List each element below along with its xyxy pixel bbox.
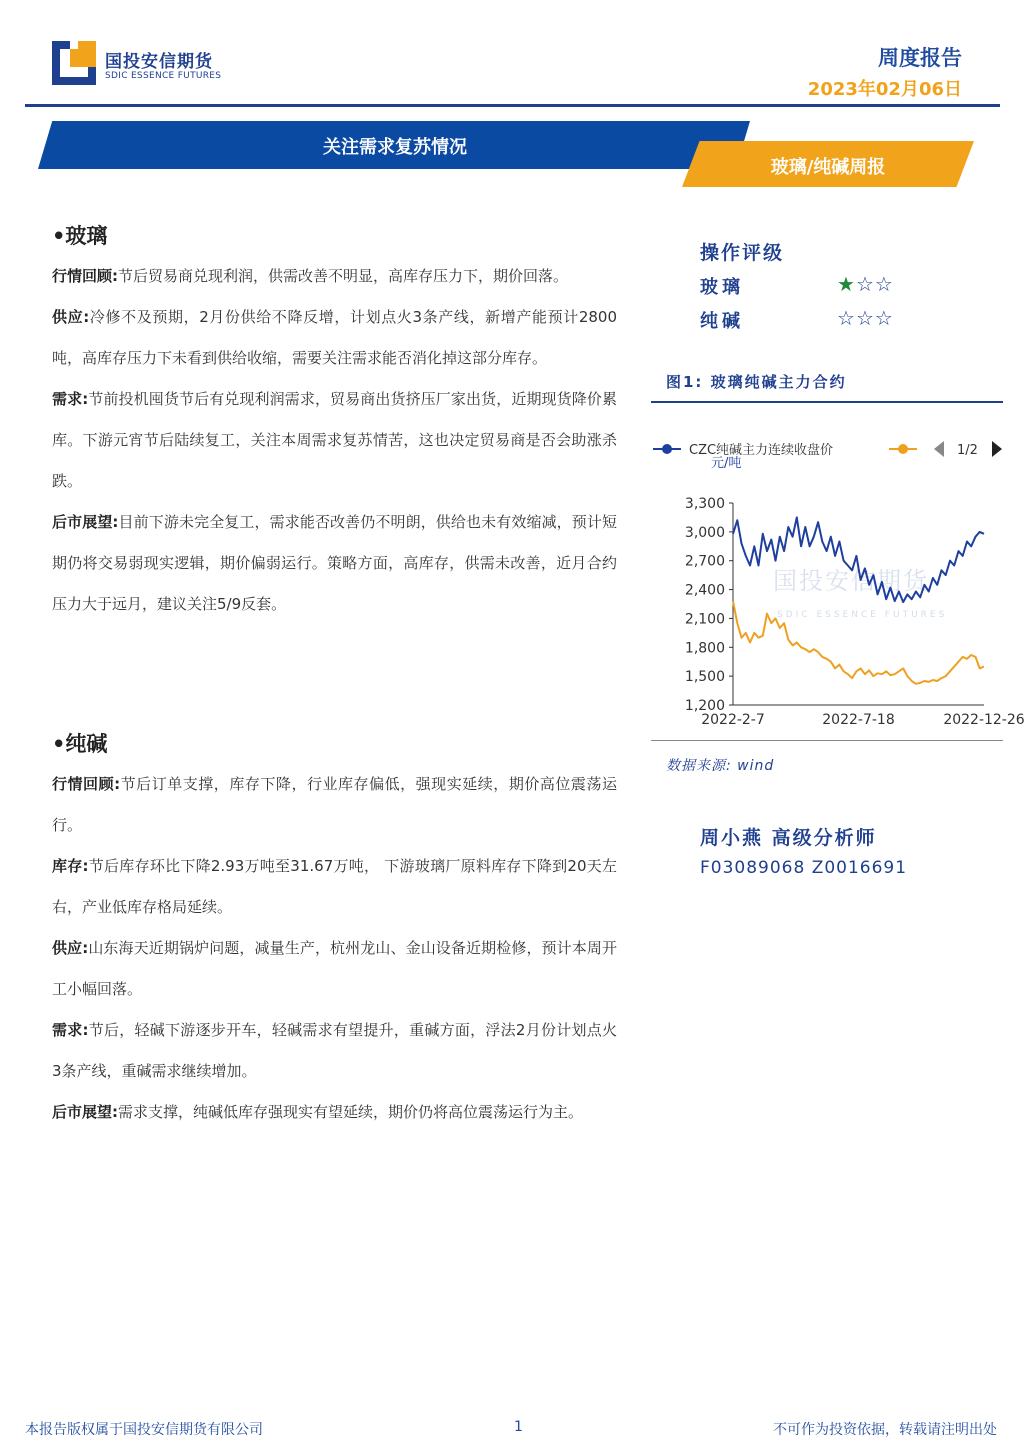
logo-mark-icon <box>52 41 96 85</box>
paragraph <box>52 256 617 297</box>
report-date: 2023年02月06日 <box>807 79 962 100</box>
section-body-glass <box>52 256 617 625</box>
x-axis <box>701 705 1025 728</box>
star-empty-icon: ☆ <box>874 272 894 296</box>
chart-watermark-en: SDIC ESSENCE FUTURES <box>777 610 948 620</box>
x-tick-label: 2022-2-7 <box>701 712 765 728</box>
legend-label-series-1: CZC纯碱主力连续收盘价 <box>689 443 834 458</box>
logo-cn: 国投安信期货 <box>105 52 213 72</box>
header-divider <box>25 104 1000 107</box>
footer-disclaimer: 不可作为投资依据，转载请注明出处 <box>773 1422 997 1438</box>
paragraph <box>52 1092 617 1133</box>
section-title-glass: •玻璃 <box>52 224 108 248</box>
star-empty-icon: ☆ <box>855 272 875 296</box>
page-number: 1 <box>514 1419 523 1435</box>
figure-title: 图1: 玻璃纯碱主力合约 <box>666 373 847 391</box>
star-empty-icon: ☆ <box>874 306 894 330</box>
footer-copyright: 本报告版权属于国投安信期货有限公司 <box>25 1422 263 1438</box>
paragraph-text: 山东海天近期锅炉问题，减量生产，杭州龙山、金山设备近期检修，预计本周开工小幅回落。 <box>52 939 617 998</box>
banner-subtitle: 玻璃/纯碱周报 <box>770 157 886 178</box>
y-tick-label: 1,800 <box>684 640 725 657</box>
y-tick-label: 2,400 <box>684 582 725 599</box>
x-tick-label: 2022-12-26 <box>943 712 1025 728</box>
chart-series <box>733 517 984 683</box>
paragraph-text: 目前下游未完全复工，需求能否改善仍不明朗，供给也未有效缩减，预计短期仍将交易弱现实逻辑，期价偏弱运行。策略方面，高库存，供需未改善，近月合约压力大于远月，建议关注5/9反套。 <box>52 513 617 613</box>
analyst-ids: F03089068 Z0016691 <box>700 858 908 878</box>
paragraph-text: 节前投机囤货节后有兑现利润需求，贸易商出货挤压厂家出货，近期现货降价累库。下游元宵节后陆续复工，关注本周需求复苏情苦，这也决定贸易商是否会助涨杀跌。 <box>52 390 617 490</box>
paragraph <box>52 928 617 1010</box>
paragraph-text: 冷修不及预期，2月份供给不降反增，计划点火3条产线，新增产能预计2800吨，高库存压力下未看到供给收缩，需要关注需求能否消化掉这部分库存。 <box>52 308 618 367</box>
legend-marker-series-2 <box>898 444 908 454</box>
paragraph <box>52 764 617 846</box>
paragraph-text: 节后库存环比下降2.93万吨至31.67万吨， 下游玻璃厂原料库存下降到20天左右，产业低库存格局延续。 <box>52 857 618 916</box>
paragraph-label: 行情回顾: <box>52 775 121 793</box>
y-tick-label: 1,500 <box>684 669 725 686</box>
star-empty-icon: ☆ <box>855 306 875 330</box>
y-tick-label: 3,000 <box>684 524 725 541</box>
paragraph <box>52 502 617 625</box>
paragraph-text: 节后订单支撑，库存下降，行业库存偏低，强现实延续，期价高位震荡运行。 <box>52 775 617 834</box>
paragraph-label: 行情回顾: <box>52 267 118 285</box>
y-tick-label: 2,700 <box>684 553 725 570</box>
price-chart <box>651 430 1025 740</box>
legend-prev-page-icon[interactable] <box>934 441 944 457</box>
paragraph-label: 供应: <box>52 939 89 957</box>
rating-label-soda: 纯碱 <box>700 311 744 332</box>
paragraph-label: 后市展望: <box>52 1103 118 1121</box>
rating-title: 操作评级 <box>700 242 785 264</box>
data-source: 数据来源: wind <box>666 758 775 774</box>
company-logo <box>52 41 232 91</box>
chart-watermark: 国投安信期货 <box>773 567 929 595</box>
paragraph-label: 需求: <box>52 1021 89 1039</box>
paragraph <box>52 297 617 379</box>
star-filled-icon: ★ <box>837 272 856 296</box>
rating-stars-soda <box>837 306 894 330</box>
banner-title: 关注需求复苏情况 <box>323 137 467 158</box>
chart-legend <box>653 441 1002 458</box>
logo-en: SDIC ESSENCE FUTURES <box>105 71 222 81</box>
paragraph <box>52 379 617 502</box>
figure-top-rule <box>651 401 1003 403</box>
rating-label-glass: 玻璃 <box>700 277 744 298</box>
paragraph-label: 需求: <box>52 390 89 408</box>
report-type: 周度报告 <box>878 46 962 70</box>
y-axis <box>685 496 733 714</box>
section-body-soda <box>52 764 617 1133</box>
paragraph-label: 后市展望: <box>52 513 119 531</box>
legend-marker-series-1 <box>662 444 672 454</box>
y-tick-label: 2,100 <box>684 611 725 628</box>
rating-stars-glass <box>837 272 894 296</box>
y-axis-unit: 元/吨 <box>711 456 742 471</box>
paragraph-text: 需求支撑，纯碱低库存强现实有望延续，期价仍将高位震荡运行为主。 <box>118 1103 584 1121</box>
legend-pager: 1/2 <box>957 443 978 458</box>
legend-next-page-icon[interactable] <box>992 441 1002 457</box>
paragraph-label: 库存: <box>52 857 89 875</box>
paragraph <box>52 846 617 928</box>
figure-bottom-rule <box>651 740 1003 741</box>
paragraph-label: 供应: <box>52 308 90 326</box>
paragraph-text: 节后贸易商兑现利润，供需改善不明显，高库存压力下，期价回落。 <box>118 267 569 285</box>
x-tick-label: 2022-7-18 <box>822 712 895 728</box>
star-empty-icon: ☆ <box>837 306 856 330</box>
y-tick-label: 3,300 <box>684 496 725 512</box>
paragraph <box>52 1010 617 1092</box>
paragraph-text: 节后，轻碱下游逐步开车，轻碱需求有望提升，重碱方面，浮法2月份计划点火3条产线，重碱需求继续增加。 <box>52 1021 617 1080</box>
y-tick-label: 1,200 <box>684 698 725 714</box>
analyst-name: 周小燕 高级分析师 <box>700 827 877 849</box>
section-title-soda: •纯碱 <box>52 732 108 756</box>
